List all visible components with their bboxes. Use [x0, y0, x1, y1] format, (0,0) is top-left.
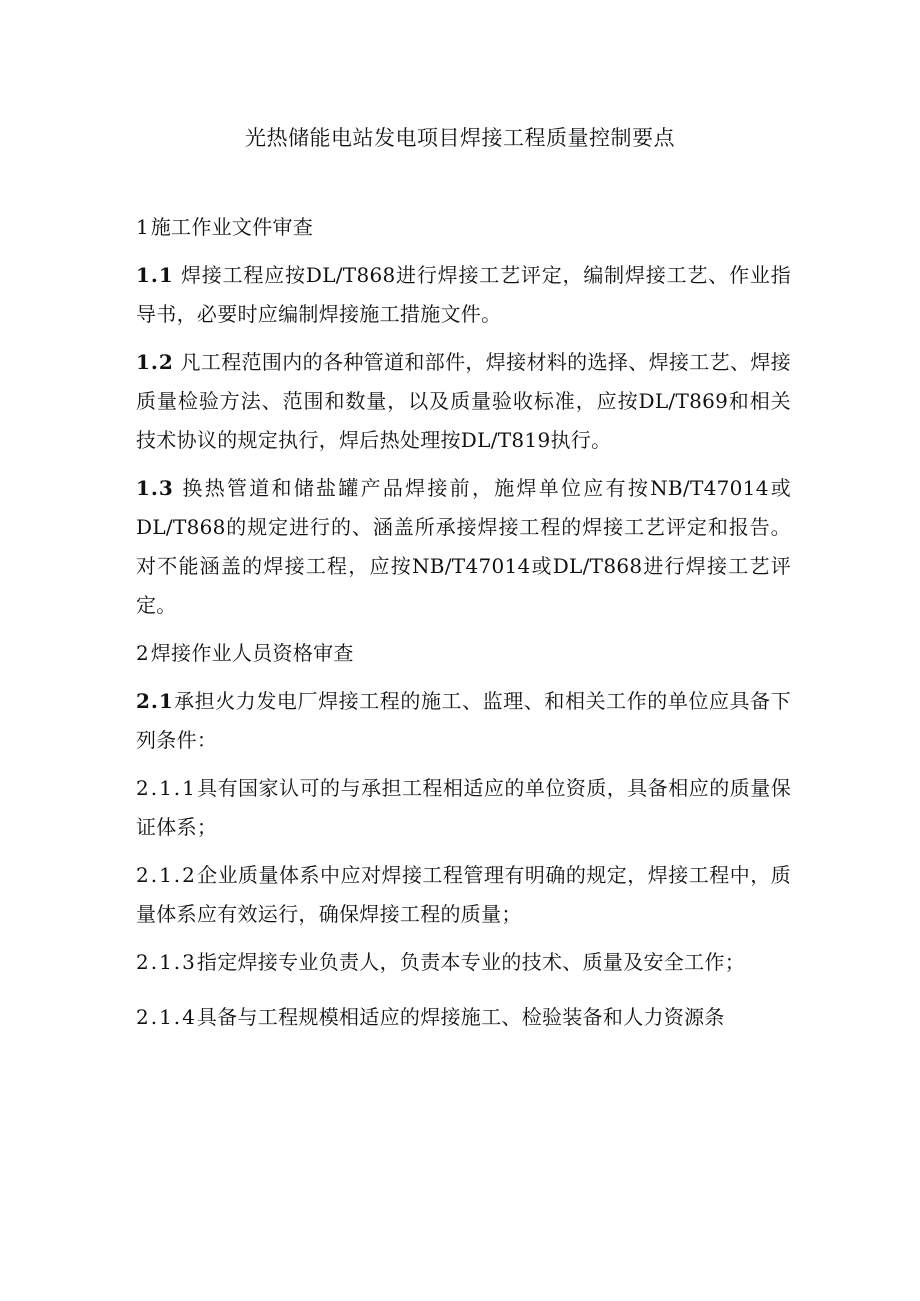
clause-number: 2.1.1 — [136, 776, 197, 800]
clause-text: 具备与工程规模相适应的焊接施工、检验装备和人力资源条 — [196, 1005, 725, 1029]
clause-paragraph — [136, 256, 791, 334]
section-number: 2 — [136, 641, 151, 665]
clause-text: 凡工程范围内的各种管道和部件，焊接材料的选择、焊接工艺、焊接质量检验方法、范围和数量，以及质量验收标准，应按DL/T869和相关技术协议的规定执行，焊后热处理按DL/T819执行。 — [136, 350, 791, 452]
clause-text: 企业质量体系中应对焊接工程管理有明确的规定，焊接工程中，质量体系应有效运行，确保焊接工程的质量； — [136, 863, 791, 926]
clause-paragraph — [136, 769, 791, 847]
section-text: 焊接作业人员资格审查 — [150, 641, 354, 665]
clause-text: 具有国家认可的与承担工程相适应的单位资质，具备相应的质量保证体系； — [136, 776, 791, 839]
clause-paragraph — [136, 343, 791, 460]
clause-text: 焊接工程应按DL/T868进行焊接工艺评定，编制焊接工艺、作业指导书，必要时应编制焊接施工措施文件。 — [136, 263, 791, 326]
clause-paragraph — [136, 943, 791, 982]
section-heading — [136, 634, 791, 673]
clause-number: 1.1 — [136, 263, 174, 287]
clause-paragraph — [136, 998, 791, 1037]
clause-text: 指定焊接专业负责人，负责本专业的技术、质量及安全工作； — [196, 950, 745, 974]
section-number: 1 — [136, 215, 151, 239]
document-body — [136, 208, 791, 1046]
clause-number: 2.1.3 — [136, 950, 197, 974]
clause-paragraph — [136, 856, 791, 934]
clause-number: 1.2 — [136, 350, 174, 374]
clause-number: 1.3 — [136, 476, 174, 500]
clause-number: 2.1.2 — [136, 863, 197, 887]
section-text: 施工作业文件审查 — [150, 215, 314, 239]
clause-paragraph — [136, 682, 791, 760]
clause-text: 换热管道和储盐罐产品焊接前，施焊单位应有按NB/T47014或DL/T868的规定进行的、涵盖所承接焊接工程的焊接工艺评定和报告。对不能涵盖的焊接工程，应按NB/T47014或DL/T868进行焊接工艺评定。 — [136, 476, 791, 617]
section-heading — [136, 208, 791, 247]
clause-number: 2.1 — [136, 689, 174, 713]
clause-number: 2.1.4 — [136, 1005, 197, 1029]
document-title: 光热储能电站发电项目焊接工程质量控制要点 — [245, 126, 675, 150]
clause-paragraph — [136, 469, 791, 625]
clause-text: 承担火力发电厂焊接工程的施工、监理、和相关工作的单位应具备下列条件： — [136, 689, 791, 752]
